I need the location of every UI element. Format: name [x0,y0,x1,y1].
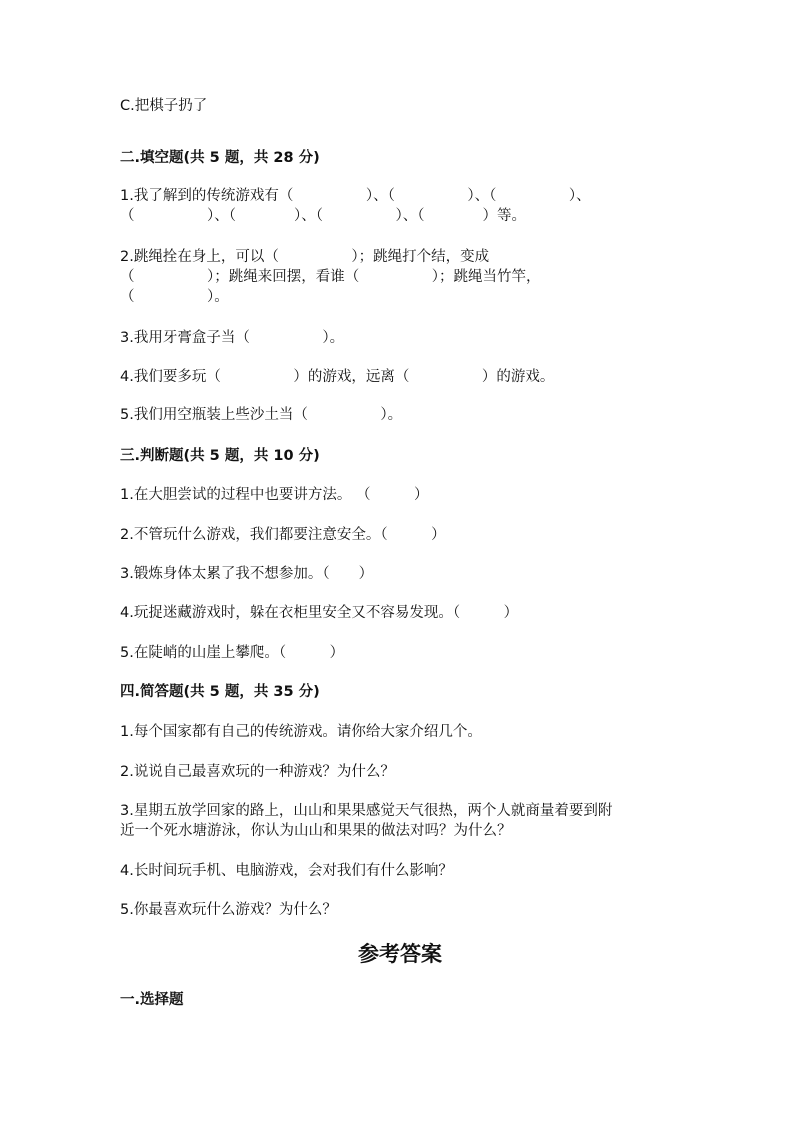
answer-key-title: 参考答案 [358,942,442,966]
question-text: （ ）。 [120,289,229,305]
section-heading-fill-in: 二.填空题(共 5 题，共 28 分) [120,150,320,166]
section-heading-short-answer: 四.简答题(共 5 题，共 35 分) [120,684,320,700]
question-text: 2.跳绳拴在身上，可以（ ）；跳绳打个结，变成 [120,249,490,265]
question-text: 2.不管玩什么游戏，我们都要注意安全。（ ） [120,527,446,543]
question-text: 近一个死水塘游泳，你认为山山和果果的做法对吗？为什么？ [120,823,512,839]
question-text: （ ）；跳绳来回摆，看谁（ ）；跳绳当竹竿， [120,269,541,285]
question-text: 2.说说自己最喜欢玩的一种游戏？为什么？ [120,764,395,780]
question-text: 1.每个国家都有自己的传统游戏。请你给大家介绍几个。 [120,724,482,740]
question-text: 4.长时间玩手机、电脑游戏，会对我们有什么影响？ [120,863,453,879]
question-text: 5.你最喜欢玩什么游戏？为什么？ [120,902,337,918]
question-text: 3.星期五放学回家的路上，山山和果果感觉天气很热，两个人就商量着要到附 [120,803,613,819]
question-text: 1.在大胆尝试的过程中也要讲方法。 （ ） [120,487,429,503]
question-text: 1.我了解到的传统游戏有（ ）、（ ）、（ ）、 [120,188,591,204]
question-text: 3.我用牙膏盒子当（ ）。 [120,330,345,346]
answer-section-heading: 一.选择题 [120,992,184,1008]
option-c: C.把棋子扔了 [120,98,208,114]
question-text: 5.我们用空瓶装上些沙土当（ ）。 [120,407,403,423]
question-text: （ ）、（ ）、（ ）、（ ）等。 [120,208,526,224]
question-text: 4.我们要多玩（ ）的游戏，远离（ ）的游戏。 [120,369,555,385]
question-text: 4.玩捉迷藏游戏时，躲在衣柜里安全又不容易发现。（ ） [120,605,519,621]
section-heading-true-false: 三.判断题(共 5 题，共 10 分) [120,448,320,464]
question-text: 5.在陡峭的山崖上攀爬。（ ） [120,645,345,661]
question-text: 3.锻炼身体太累了我不想参加。（ ） [120,566,374,582]
